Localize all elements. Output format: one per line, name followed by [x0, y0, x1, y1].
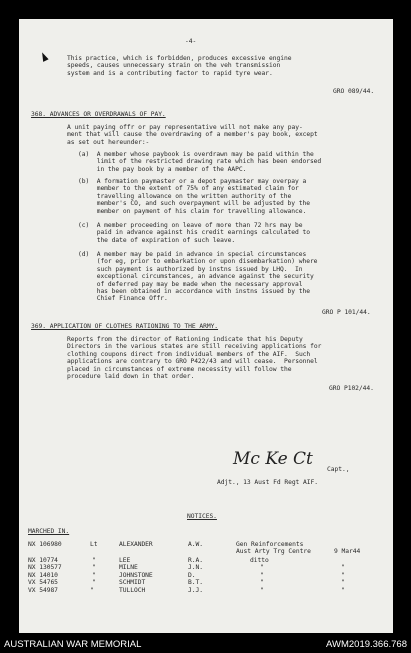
s368-b-5: member on payment of his claim for travelling allowance.: [78, 207, 307, 215]
cell-rank: ": [92, 579, 96, 587]
cell-service-no: VX 54765: [28, 579, 58, 587]
signature-title: Adjt., 13 Aust Fd Regt AIF.: [217, 479, 319, 486]
intro-line-1: This practice, which is forbidden, produces excessive engine: [67, 55, 292, 62]
intro-line-2: speeds, causes unnecessary strain on the veh transmission: [67, 62, 281, 70]
cell-surname: MILNE: [119, 564, 138, 572]
signature-scrawl: Mc Ke Ct: [233, 449, 313, 469]
cell-unit: ": [260, 571, 264, 579]
cell-initials: B.T.: [188, 579, 203, 587]
intro-line-3: system and is a contributing factor to rapid tyre wear.: [67, 69, 273, 77]
s368-b-4: member's CO, and such overpayment will be adjusted by the: [78, 200, 310, 208]
s368-d-6: has been obtained in accordance with instns issued by the: [78, 288, 310, 295]
s368-d-2: (for eg, prior to embarkation or upon disembarkation) where: [78, 258, 318, 266]
cell-initials: D.: [188, 571, 196, 579]
s368-d-3: such payment is authorized by instns issued by LHQ. In: [78, 265, 303, 273]
s368-d-1: (d) A member may be paid in advance in special circumstances: [78, 251, 307, 258]
s369-body-4: applications are contrary to GRO P422/43 and will cease. Personnel: [67, 358, 318, 366]
section-369-heading: 369. APPLICATION OF CLOTHES RATIONING TO THE ARMY.: [31, 323, 219, 330]
cell-date: ": [341, 564, 345, 572]
cell-service-no: NX 130577: [28, 564, 62, 572]
section-368-heading: 368. ADVANCES OR OVERDRAWALS OF PAY.: [31, 111, 166, 118]
s368-d-4: exceptional circumstances, an advance against the security: [78, 273, 314, 281]
notices-heading: NOTICES.: [187, 513, 217, 520]
cell-service-no: VX 54987: [28, 586, 58, 594]
cell-surname: SCHMIDT: [119, 579, 146, 587]
s368-intro-2: ment that will cause the overdrawing of a member's pay book, except: [67, 131, 318, 139]
document-page: [19, 19, 393, 633]
cell-date: ": [341, 579, 345, 587]
cell-service-no: NX 14010: [28, 571, 58, 579]
signature-rank: Capt.,: [327, 466, 350, 473]
cell-date: ": [341, 586, 345, 594]
page-number: -4-: [185, 38, 197, 45]
s369-body-5: placed in circumstances of extreme necessity will follow the: [67, 365, 292, 373]
cell-rank: ": [92, 571, 96, 579]
s368-b-1: (b) A formation paymaster or a depot paymaster may overpay a: [78, 178, 307, 185]
cell-unit: ": [260, 586, 264, 594]
cell-initials: R.A.: [188, 557, 203, 564]
s368-c-1: (c) A member proceeding on leave of more than 72 hrs may be: [78, 222, 303, 229]
s368-intro-1: A unit paying offr or pay representative will not make any pay-: [67, 124, 303, 131]
cell-unit: ditto: [250, 557, 269, 564]
s369-body-2: Directors in the various states are still receiving applications for: [67, 343, 322, 351]
s368-intro-3: as set out hereunder:-: [67, 138, 150, 146]
s368-b-3: travelling allowance on the written authority of the: [78, 192, 292, 200]
s368-a-2: limit of the restricted drawing rate which has been endorsed: [78, 158, 322, 166]
cell-date: 9 Mar44: [334, 548, 361, 556]
footer-accession-id: AWM2019.366.768: [326, 639, 407, 650]
cell-rank: ": [92, 564, 96, 572]
cell-service-no: NX 106980: [28, 541, 62, 548]
cell-unit: Aust Arty Trg Centre: [236, 548, 311, 556]
cell-rank: ": [92, 557, 96, 564]
cell-service-no: NX 10774: [28, 557, 58, 564]
cell-initials: J.N.: [188, 564, 203, 572]
s369-body-1: Reports from the director of Rationing indicate that his Deputy: [67, 336, 303, 343]
cell-rank: ": [90, 586, 94, 594]
marched-in-heading: MARCHED IN.: [28, 528, 70, 535]
cell-unit: ": [260, 579, 264, 587]
cell-surname: JOHNSTONE: [119, 571, 153, 579]
cell-surname: TULLOCH: [119, 586, 146, 594]
cell-surname: ALEXANDER: [119, 541, 153, 548]
footer-bar: [0, 636, 411, 653]
s368-d-5: of deferred pay may be made when the necessary approval: [78, 280, 303, 288]
cell-unit: Gen Reinforcements: [236, 541, 304, 548]
s369-body-6: procedure laid down in that order.: [67, 373, 195, 380]
s368-a-3: in the pay book by a member of the AAPC.: [78, 165, 247, 173]
cell-date: ": [341, 571, 345, 579]
cell-initials: A.W.: [188, 541, 203, 548]
s368-d-7: Chief Finance Offr.: [78, 295, 168, 303]
cell-initials: J.J.: [188, 586, 203, 594]
footer-institution: AUSTRALIAN WAR MEMORIAL: [4, 639, 142, 650]
s368-b-2: member to the extent of 75% of any estimated claim for: [78, 185, 299, 193]
s369-body-3: clothing coupons direct from individual members of the AIF. Such: [67, 350, 311, 358]
punch-mark-icon: [39, 51, 48, 62]
ref-101: GRO P 101/44.: [322, 309, 371, 316]
cell-unit: ": [260, 564, 264, 572]
s368-c-3: the date of expiration of such leave.: [78, 236, 236, 244]
cell-rank: Lt: [90, 541, 98, 548]
ref-089: GRO 089/44.: [333, 88, 375, 95]
s368-a-1: (a) A member whose paybook is overdrawn may be paid within the: [78, 151, 314, 158]
s368-c-2: paid in advance against his credit earnings calculated to: [78, 229, 310, 237]
cell-surname: LEE: [119, 557, 131, 564]
ref-102: GRO P102/44.: [329, 385, 374, 392]
